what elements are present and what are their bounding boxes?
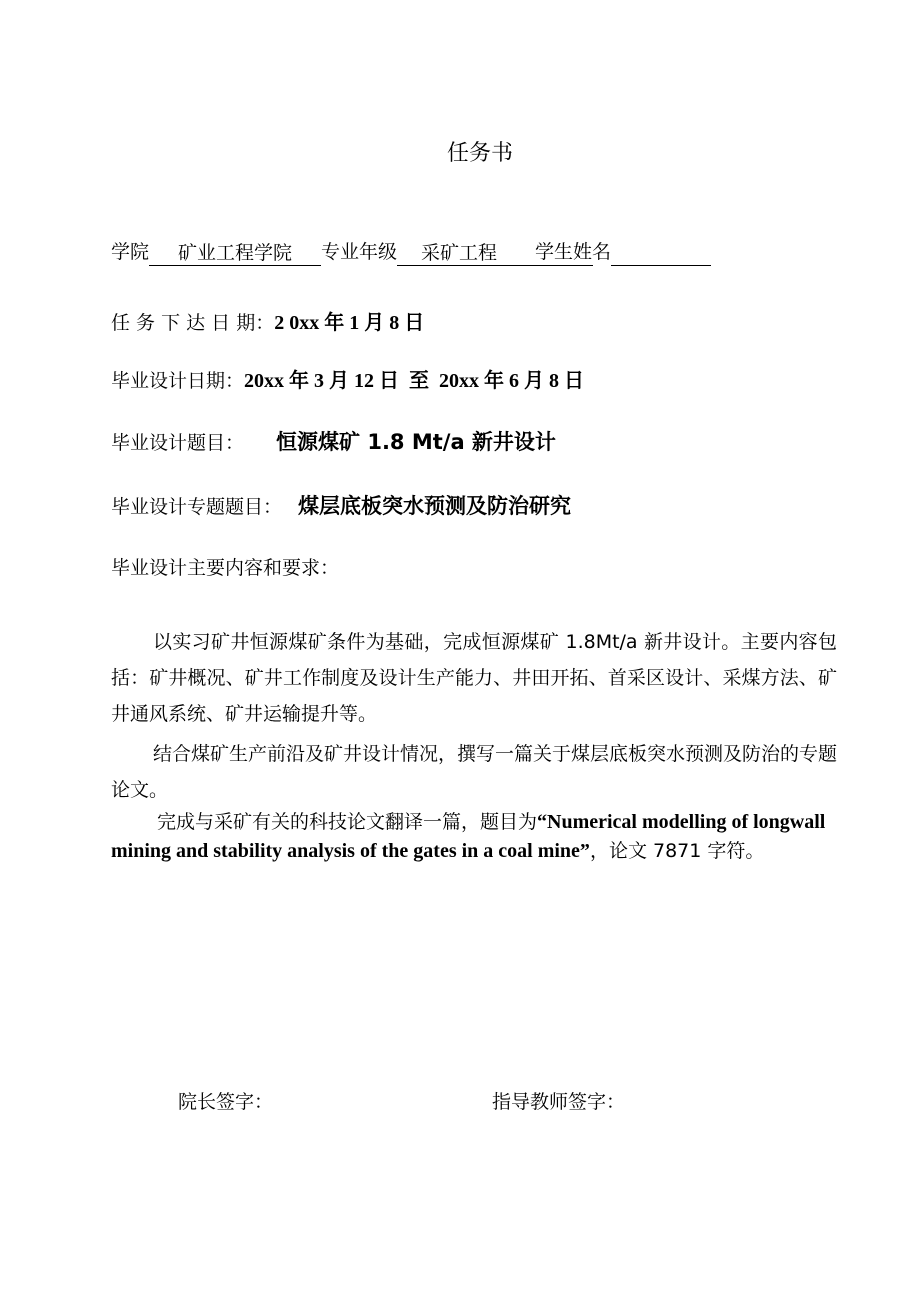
- dean-signature-label: 院长签字：: [178, 1091, 274, 1113]
- student-name-field[interactable]: [611, 241, 711, 266]
- issue-date-row: [111, 309, 424, 337]
- topic-label: 毕业设计题目：: [111, 432, 245, 454]
- topic-row: [111, 428, 556, 457]
- content-paragraph-1: 以实习矿井恒源煤矿条件为基础，完成恒源煤矿 1.8Mt/a 新井设计。主要内容包括：矿井概况、矿井工作制度及设计生产能力、井田开拓、首采区设计、采煤方法、矿井通风系统、矿井运输提升等。: [111, 631, 837, 725]
- page-title: 任务书: [446, 141, 513, 166]
- design-date-row: [111, 367, 584, 395]
- design-date-value: 20xx 年 3 月 12 日 至 20xx 年 6 月 8 日: [244, 370, 585, 392]
- special-topic-value: 煤层底板突水预测及防治研究: [298, 494, 572, 518]
- college-label: 学院: [111, 241, 150, 263]
- topic-value: 恒源煤矿 1.8 Mt/a 新井设计: [276, 430, 556, 454]
- design-date-label: 毕业设计日期：: [111, 370, 245, 392]
- issue-date-value: 2 0xx 年 1 月 8 日: [274, 312, 425, 334]
- college-field[interactable]: 矿业工程学院: [149, 241, 321, 266]
- major-value: 采矿工程: [421, 242, 498, 264]
- special-topic-row: [111, 492, 571, 521]
- translation-title: “Numerical modelling of longwall mining and stability analysis of the gates in a coal mine”: [111, 811, 826, 862]
- translation-tail: ，论文 7871 字符。: [589, 840, 765, 862]
- content-paragraph-2: 结合煤矿生产前沿及矿井设计情况，撰写一篇关于煤层底板突水预测及防治的专题论文。: [111, 743, 838, 801]
- advisor-signature-label: 指导教师签字：: [492, 1091, 626, 1113]
- translation-intro: 完成与采矿有关的科技论文翻译一篇，题目为: [157, 811, 538, 833]
- student-info-row: [111, 238, 711, 266]
- student-name-label: 学生姓名: [535, 241, 612, 263]
- major-label: 专业年级: [321, 241, 398, 263]
- content-paragraph-3: [111, 808, 837, 866]
- special-topic-label: 毕业设计专题题目：: [111, 496, 283, 518]
- issue-date-label: 任 务 下 达 日 期：: [111, 312, 275, 334]
- content-label: 毕业设计主要内容和要求：: [111, 557, 340, 579]
